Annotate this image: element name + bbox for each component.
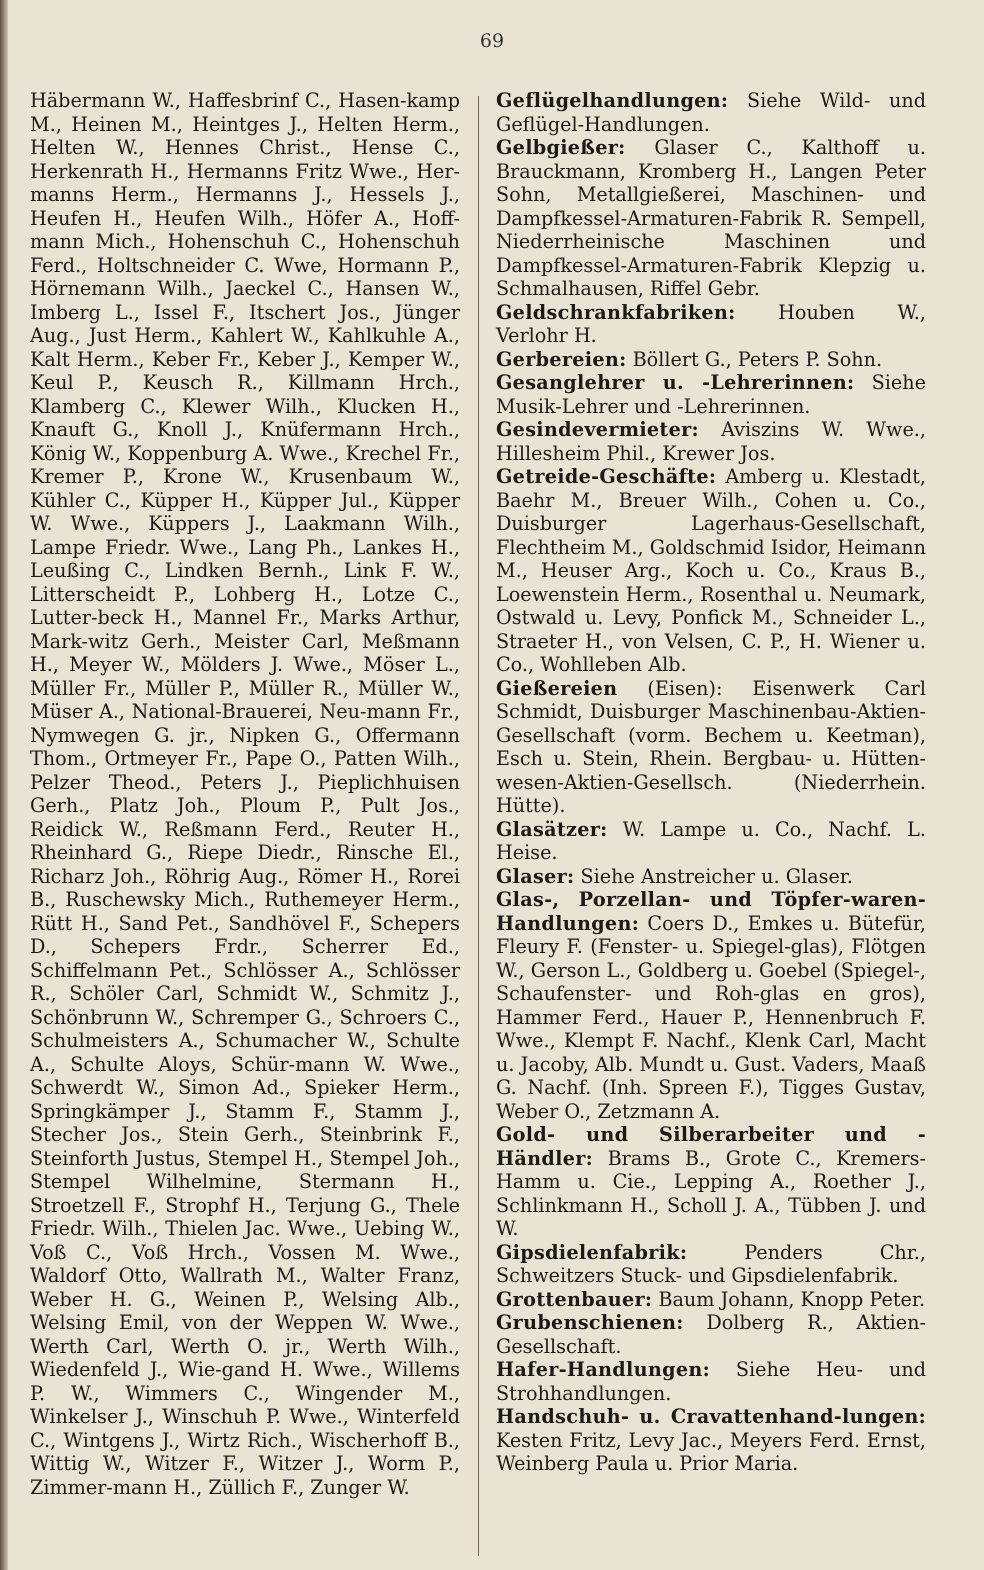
entry-text: Siehe Anstreicher u. Glaser. (574, 864, 853, 888)
entry-heading: Gießereien (496, 676, 618, 700)
entry-text: Siehe Wild- und Geflügel-Handlungen. (496, 89, 926, 136)
entry-gerbereien (496, 348, 926, 372)
entry-text: Aviszins W. Wwe., Hillesheim Phil., Krewer Jos. (496, 418, 926, 465)
column-divider (478, 96, 479, 1556)
page-edge (0, 0, 8, 1570)
entry-text: Dolberg R., Aktien-Gesellschaft. (496, 1311, 926, 1358)
entry-heading: Hafer-Handlungen: (496, 1358, 710, 1381)
entry-heading: Glaser: (496, 864, 575, 888)
entry-text: Penders Chr., Schweitzers Stuck- und Gipsdielenfabrik. (496, 1240, 926, 1287)
entry-gefluegelhandlungen (496, 89, 926, 136)
entry-heading: Grubenschienen: (496, 1311, 684, 1334)
entry-gesindevermieter (496, 418, 926, 465)
entry-heading: Gold- und Silberarbeiter und -Händler: (496, 1123, 926, 1170)
entry-handschuh-cravatten (496, 1405, 926, 1476)
entry-text: Glaser C., Kalthoff u. Brauckmann, Kromberg H., Langen Peter Sohn, Metallgießerei, Maschinen- und Dampfkessel-Armaturen-Fabrik R. Sempell, Niederrheinische Maschinen und Dampfkessel-Armaturen-Fabrik Klepzig u. Schmalhausen, Riffel Gebr. (496, 136, 926, 300)
page-number: 69 (479, 30, 505, 52)
entry-text: Siehe Musik-Lehrer und -Lehrerinnen. (496, 371, 926, 418)
entry-heading: Gerbereien: (496, 347, 627, 371)
entry-grubenschienen (496, 1311, 926, 1358)
entry-text: (Eisen): Eisenwerk Carl Schmidt, Duisburger Maschinenbau-Aktien-Gesellschaft (vorm. Bechem u. Keetman), Esch u. Stein, Rhein. Bergbau- u. Hütten-wesen-Aktien-Gesellsch. (Niederrhein. Hütte). (496, 676, 926, 817)
entry-heading: Handschuh- u. Cravattenhand-lungen: (496, 1405, 926, 1428)
entry-heading: Grottenbauer: (496, 1287, 653, 1311)
entry-giessereien (496, 677, 926, 818)
entry-text: Kesten Fritz, Levy Jac., Meyers Ferd. Ernst, Weinberg Paula u. Prior Maria. (496, 1428, 926, 1475)
entry-heading: Gesindevermieter: (496, 418, 699, 441)
entry-heading: Gelbgießer: (496, 136, 626, 159)
right-column (496, 89, 926, 1476)
entry-geldschrankfabriken (496, 301, 926, 348)
entry-glaser (496, 865, 926, 889)
entry-getreide-geschaefte (496, 465, 926, 677)
entry-text: Siehe Heu- und Strohhandlungen. (496, 1358, 926, 1405)
entry-text: Houben W., Verlohr H. (496, 300, 926, 347)
entry-grottenbauer (496, 1288, 926, 1312)
entry-hafer-handlungen (496, 1358, 926, 1405)
entry-heading: Geldschrankfabriken: (496, 300, 736, 324)
entry-gelbgiesser (496, 136, 926, 301)
entry-text: Coers D., Emkes u. Bütefür, Fleury F. (Fenster- u. Spiegel-glas), Flötgen W., Gerson L., Goldberg u. Goebel (Spiegel-, Schaufenster- und Roh-glas en gros), Hammer Ferd., Hauer P., Hennenbruch F. Wwe., Klempt F. Nachf., Klenk Carl, Macht u. Jacoby, Alb. Mundt u. Gust. Vaders, Maaß G. Nachf. (Inh. Spreen F.), Tigges Gustav, Weber O., Zetzmann A. (496, 911, 926, 1123)
entry-gipsdielenfabrik (496, 1241, 926, 1288)
entry-heading: Glasätzer: (496, 817, 608, 841)
entry-text: W. Lampe u. Co., Nachf. L. Heise. (496, 817, 926, 864)
entry-heading: Gesanglehrer u. -Lehrerinnen: (496, 371, 855, 394)
entry-gesanglehrer (496, 371, 926, 418)
entry-text: Baum Johann, Knopp Peter. (652, 1287, 926, 1311)
entry-heading: Geflügelhandlungen: (496, 89, 729, 112)
left-column-text: Häbermann W., Haffesbrinf C., Hasen-kamp M., Heinen M., Heintges J., Helten Herm., Helten W., Hennes Christ., Hense C., Herkenrath H., Hermanns Fritz Wwe., Her-manns Herm., Hermanns J., Hessels J., Heufen H., Heufen Wilh., Höfer A., Hoff-mann Mich., Hohenschuh C., Hohenschuh Ferd., Holtschneider C. Wwe, Hormann P., Hörnemann Wilh., Jaeckel C., Hansen W., Imberg L., Issel F., Itschert Jos., Jünger Aug., Just Herm., Kahlert W., Kahlkuhle A., Kalt Herm., Keber Fr., Keber J., Kemper W., Keul P., Keusch R., Killmann Hrch., Klamberg C., Klewer Wilh., Klucken H., Knauft G., Knoll J., Knüfermann Hrch., König W., Koppenburg A. Wwe., Krechel Fr., Kremer P., Krone W., Krusenbaum W., Kühler C., Küpper H., Küpper Jul., Küpper W. Wwe., Küppers J., Laakmann Wilh., Lampe Friedr. Wwe., Lang Ph., Lankes H., Leußing C., Lindken Bernh., Link F. W., Litterscheidt P., Lohberg H., Lotze C., Lutter-beck H., Mannel Fr., Marks Arthur, Mark-witz Gerh., Meister Carl, Meßmann H., Meyer W., Mölders J. Wwe., Möser L., Müller Fr., Müller P., Müller R., Müller W., Müser A., National-Brauerei, Neu-mann Fr., Nymwegen G. jr., Nipken G., Offermann Thom., Ortmeyer Fr., Pape O., Patten Wilh., Pelzer Theod., Peters J., Pieplichhuisen Gerh., Platz Joh., Ploum P., Pult Jos., Reidick W., Reßmann Ferd., Reuter H., Rheinhard G., Riepe Diedr., Rinsche El., Richarz Joh., Röhrig Aug., Römer H., Rorei B., Ruschewsky Mich., Ruthemeyer Herm., Rütt H., Sand Pet., Sandhövel F., Schepers D., Schepers Frdr., Scherrer Ed., Schiffelmann Pet., Schlösser A., Schlösser R., Schöler Carl, Schmidt W., Schmitz J., Schönbrunn W., Schremper G., Schroers C., Schulmeisters A., Schumacher W., Schulte A., Schulte Aloys, Schür-mann W. Wwe., Schwerdt W., Simon Ad., Spieker Herm., Springkämper J., Stamm F., Stamm J., Stecher Jos., Stein Gerh., Steinbrink F., Steinforth Justus, Stempel H., Stempel Joh., Stempel Wilhelmine, Stermann H., Stroetzell F., Strophf H., Terjung G., Thele Friedr. Wilh., Thielen Jac. Wwe., Uebing W., Voß C., Voß Hrch., Vossen M. Wwe., Waldorf Otto, Wallrath M., Walter Franz, Weber H. G., Weinen P., Welsing Alb., Welsing Emil, von der Weppen W. Wwe., Werth Carl, Werth O. jr., Werth Wilh., Wiedenfeld J., Wie-gand H. Wwe., Willems P. W., Wimmers C., Wingender M., Winkelser J., Winschuh P. Wwe., Winterfeld C., Wintgens J., Wirtz Rich., Wischerhoff B., Wittig W., Witzer F., Witzer J., Worm P., Zimmer-mann H., Züllich F., Zunger W. (30, 89, 460, 1499)
entry-heading: Gipsdielenfabrik: (496, 1240, 688, 1264)
entry-glasaetzer (496, 818, 926, 865)
entry-text: Böllert G., Peters P. Sohn. (626, 347, 883, 371)
entry-text: Brams B., Grote C., Kremers-Hamm u. Cie., Lepping A., Roether J., Schlinkmann H., Scholl J. A., Tübben J. und W. (496, 1146, 926, 1240)
entry-gold-silberarbeiter (496, 1123, 926, 1241)
entry-heading: Glas-, Porzellan- und Töpfer-waren-Handlungen: (496, 888, 926, 935)
entry-glas-porzellan (496, 888, 926, 1123)
left-column (30, 89, 460, 1499)
entry-heading: Getreide-Geschäfte: (496, 465, 717, 488)
entry-text: Amberg u. Klestadt, Baehr M., Breuer Wilh., Cohen u. Co., Duisburger Lagerhaus-Gesellschaft, Flechtheim M., Goldschmid Isidor, Heimann M., Heuser Arg., Koch u. Co., Kraus B., Loewenstein Herm., Rosenthal u. Neumark, Ostwald u. Levy, Ponfick M., Schneider L., Straeter H., von Velsen, C. P., H. Wiener u. Co., Wohlleben Alb. (496, 465, 926, 676)
